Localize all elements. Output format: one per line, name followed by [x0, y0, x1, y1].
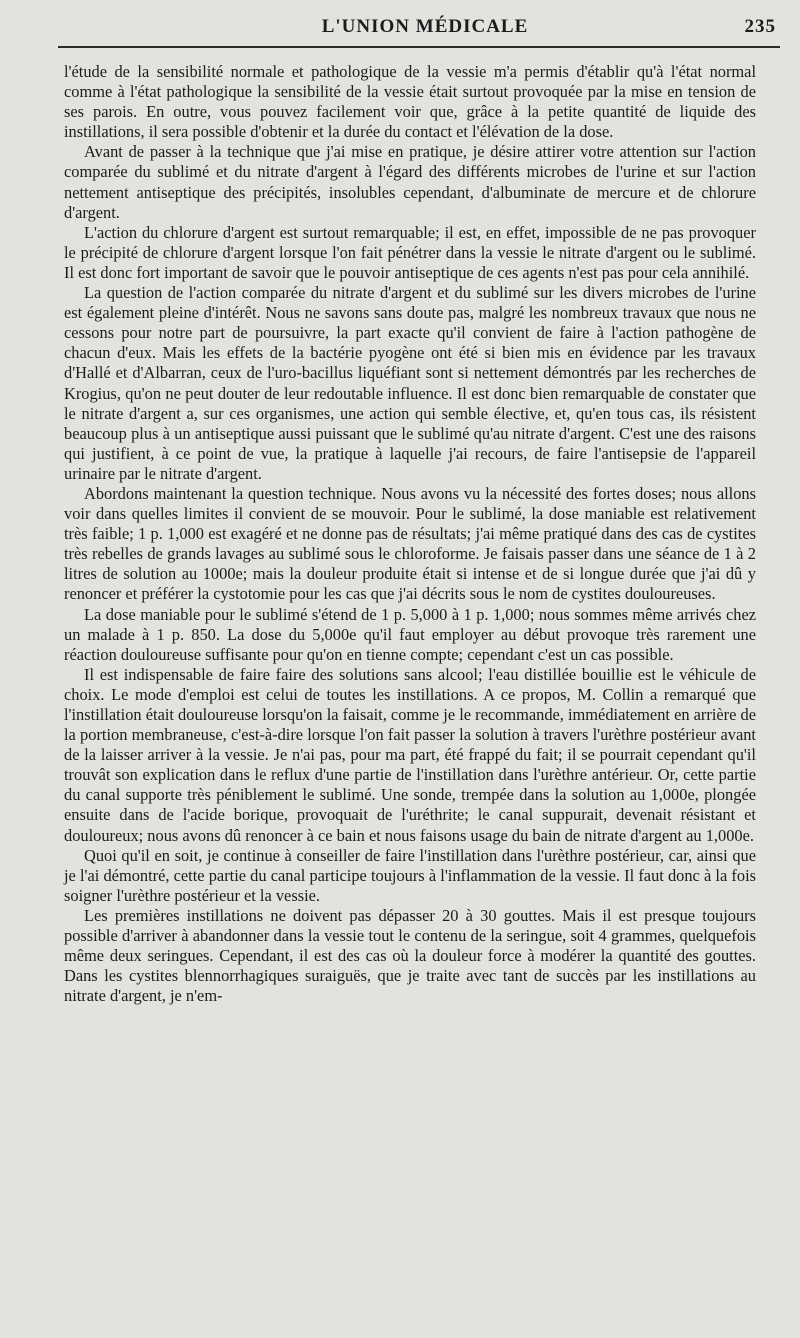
paragraph: La dose maniable pour le sublimé s'étend de 1 p. 5,000 à 1 p. 1,000; nous sommes même arrivés chez un malade à 1 p. 850. La dose du 5,000e qu'il faut employer au début provoque très rarement une réaction douloureuse suffisante pour qu'on en tienne compte; cependant c'est un cas possible. [64, 604, 756, 664]
paragraph: Quoi qu'il en soit, je continue à conseiller de faire l'instillation dans l'urèthre postérieur, car, ainsi que je l'ai démontré, cette partie du canal participe toujours à l'inflammation de la vessie. Il faut donc à la fois soigner l'urèthre postérieur et la vessie. [64, 845, 756, 905]
header-rule [58, 46, 780, 48]
paragraph: Abordons maintenant la question technique. Nous avons vu la nécessité des fortes doses; nous allons voir dans quelles limites il convient de se mouvoir. Pour le sublimé, la dose maniable est relativement très faible; 1 p. 1,000 est exagéré et ne donne pas de résultats; j'ai même pratiqué dans des cas de cystites très rebelles de grands lavages au sublimé sous le chloroforme. Je faisais passer dans une séance de 1 à 2 litres de solution au 1000e; mais la douleur produite était si intense et de si longue durée que j'ai dû y renoncer et préférer la cystotomie pour les cas que j'ai décrits sous le nom de cystites douloureuses. [64, 483, 756, 604]
paragraph: Avant de passer à la technique que j'ai mise en pratique, je désire attirer votre attention sur l'action comparée du sublimé et du nitrate d'argent à l'égard des différents microbes de l'urine et sur l'action nettement antiseptique des précipités, insolubles cependant, d'albuminate de mercure et de chlorure d'argent. [64, 142, 756, 222]
paragraph: La question de l'action comparée du nitrate d'argent et du sublimé sur les divers microbes de l'urine est également pleine d'intérêt. Nous ne savons sans doute pas, malgré les nombreux travaux que nous ne cessons pour notre part de poursuivre, la part exacte qu'il convient de faire à l'action pathogène de chacun d'eux. Mais les effets de la bactérie pyogène ont été si bien mis en évidence par les travaux d'Hallé et d'Albarran, ceux de l'uro-bacillus liquéfiant sont si nettement démontrés par les recherches de Krogius, qu'on ne peut douter de leur redoutable influence. Il est donc bien remarquable de constater que le nitrate d'argent a, sur ces organismes, une action qui semble élective, et, qu'en tous cas, ils résistent beaucoup plus à un antiseptique aussi puissant que le sublimé qu'au nitrate d'argent. C'est une des raisons qui justifient, à ce point de vue, la pratique à laquelle j'ai recours, de faire l'antisepsie de l'appareil urinaire par le nitrate d'argent. [64, 283, 756, 483]
paragraph: l'étude de la sensibilité normale et pathologique de la vessie m'a permis d'établir qu'à l'état normal comme à l'état pathologique la sensibilité de la vessie était surtout provoquée par la mise en tension de ses parois. En outre, vous pouvez facilement voir que, grâce à la petite quantité de liquide des instillations, il sera possible d'obtenir et la durée du contact et l'élévation de la dose. [64, 62, 756, 142]
running-header [64, 16, 776, 44]
page-number: 235 [744, 16, 776, 37]
journal-title: L'UNION MÉDICALE [321, 16, 529, 37]
paragraph: Il est indispensable de faire faire des solutions sans alcool; l'eau distillée bouillie est le véhicule de choix. Le mode d'emploi est celui de toutes les instillations. A ce propos, M. Collin a remarqué que l'instillation était douloureuse lorsqu'on la faisait, comme je le recommande, immédiatement en arrière de la portion membraneuse, c'est-à-dire lorsque l'on fait passer la solution à travers l'urèthre postérieur avant de la laisser arriver à la vessie. Je n'ai pas, pour ma part, été frappé du fait; il se pourrait cependant qu'il trouvât son explication dans le reflux d'une partie de l'instillation dans l'urèthre antérieur. Or, cette partie du canal supporte très péniblement le sublimé. Une sonde, trempée dans la solution au 1,000e, plongée ensuite dans de l'acide borique, provoquait de l'uréthrite; le canal suppurait, devenait résistant et douloureux; nous avons dû renoncer à ce bain et nous faisons usage du bain de nitrate d'argent au 1,000e. [64, 664, 756, 845]
paragraph: L'action du chlorure d'argent est surtout remarquable; il est, en effet, impossible de ne pas provoquer le précipité de chlorure d'argent lorsque l'on fait pénétrer dans la vessie le nitrate d'argent ou le sublimé. Il est donc fort important de savoir que le pouvoir antiseptique de ces agents n'est pas pour cela annihilé. [64, 222, 756, 282]
body-text [64, 62, 756, 1006]
paragraph: Les premières instillations ne doivent pas dépasser 20 à 30 gouttes. Mais il est presque toujours possible d'arriver à abandonner dans la vessie tout le contenu de la seringue, soit 4 grammes, quelquefois même deux seringues. Cependant, il est des cas où la douleur force à modérer la quantité des gouttes. Dans les cystites blennorrhagiques suraiguës, que je traite avec tant de succès par les instillations au nitrate d'argent, je n'em- [64, 905, 756, 1006]
